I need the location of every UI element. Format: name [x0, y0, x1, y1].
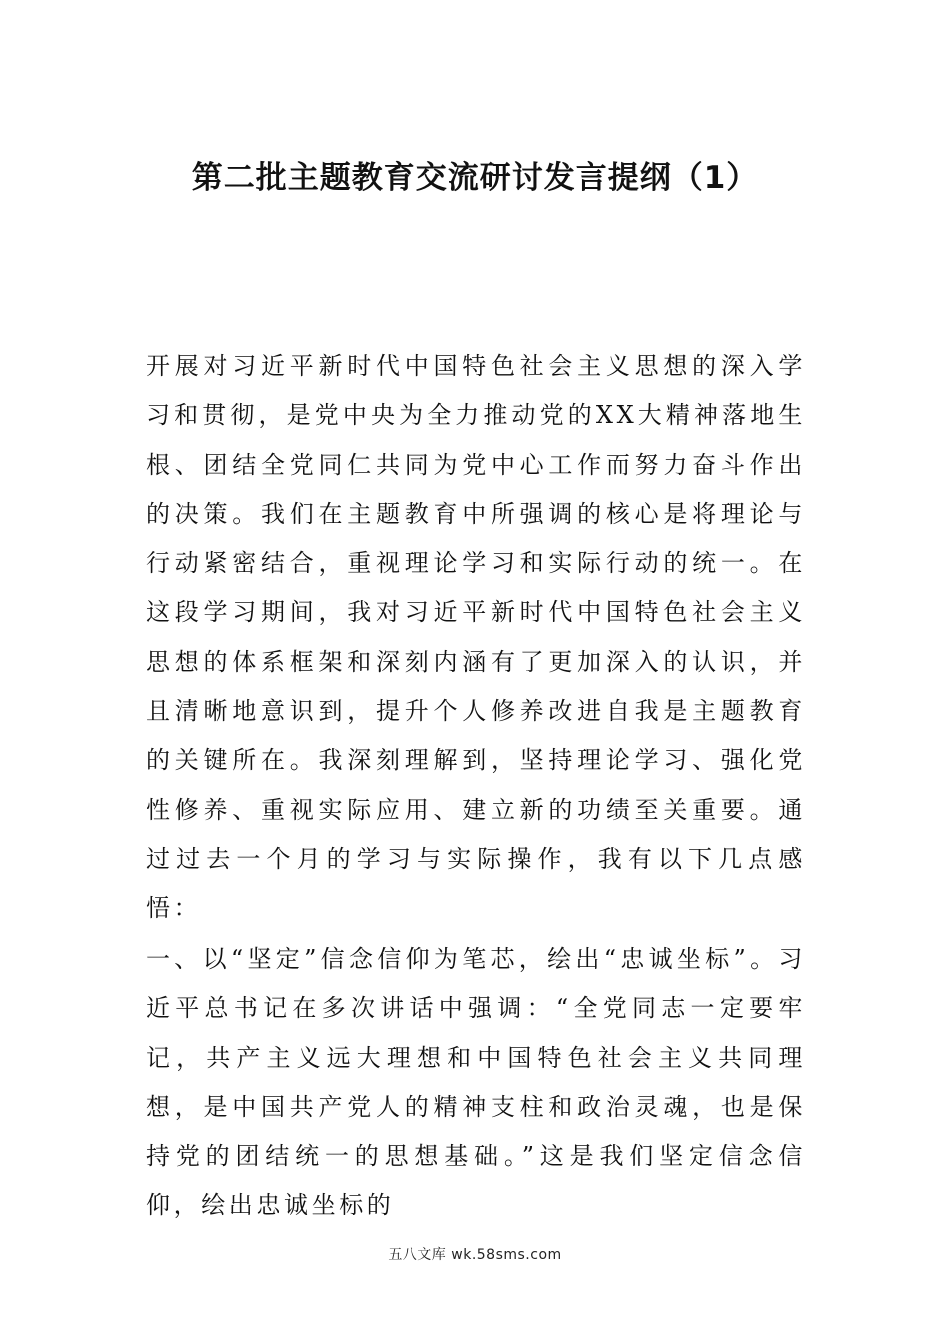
- footer-watermark: 五八文库 wk.58sms.com: [388, 1247, 562, 1263]
- body-paragraph: 一、以“坚定”信念信仰为笔芯，绘出“忠诚坐标”。习近平总书记在多次讲话中强调：“全党同志一定要牢记，共产主义远大理想和中国特色社会主义共同理想，是中国共产党人的精神支柱和政治灵魂，也是保持党的团结统一的思想基础。”这是我们坚定信念信仰，绘出忠诚坐标的: [146, 945, 806, 1220]
- document-title: 第二批主题教育交流研讨发言提纲（1）: [191, 160, 759, 196]
- body-paragraph: 开展对习近平新时代中国特色社会主义思想的深入学习和贯彻，是党中央为全力推动党的XX大精神落地生根、团结全党同仁共同为党中心工作而努力奋斗作出的决策。我们在主题教育中所强调的核心是将理论与行动紧密结合，重视理论学习和实际行动的统一。在这段学习期间，我对习近平新时代中国特色社会主义思想的体系框架和深刻内涵有了更加深入的认识，并且清晰地意识到，提升个人修养改进自我是主题教育的关键所在。我深刻理解到，坚持理论学习、强化党性修养、重视实际应用、建立新的功绩至关重要。通过过去一个月的学习与实际操作，我有以下几点感悟：: [146, 352, 806, 923]
